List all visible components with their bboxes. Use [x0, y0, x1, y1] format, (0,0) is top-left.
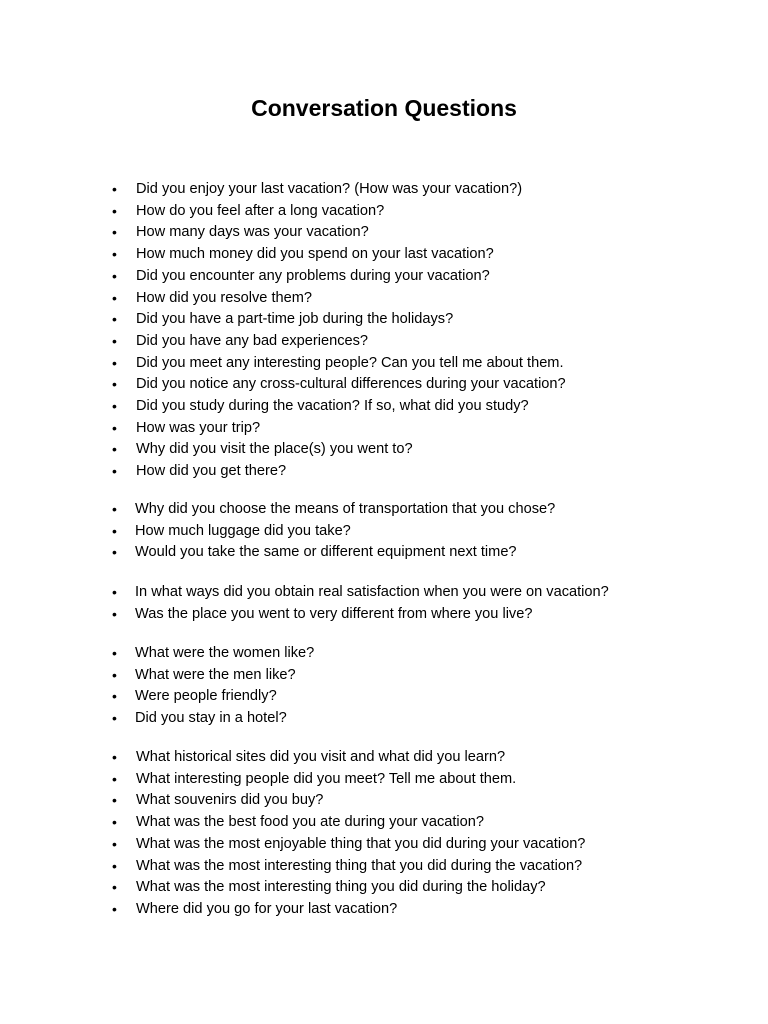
bullet-icon: • — [112, 749, 117, 765]
question-text: What interesting people did you meet? Tell me about them. — [136, 770, 517, 787]
bullet-icon: • — [112, 710, 117, 727]
question-text: What was the most interesting thing that you did during the vacation? — [136, 857, 583, 874]
bullet-icon: • — [112, 501, 117, 517]
bullet-icon: • — [112, 419, 117, 436]
question-text: What souvenirs did you buy? — [136, 792, 324, 809]
bullet-icon: • — [112, 224, 117, 241]
question-text: Did you meet any interesting people? Can you tell me about them. — [136, 354, 564, 371]
question-text: How did you get there? — [136, 463, 287, 480]
question-text: How many days was your vacation? — [136, 224, 369, 241]
bullet-icon: • — [112, 770, 117, 787]
question-text: How much luggage did you take? — [135, 522, 351, 539]
question-text: Did you encounter any problems during your vacation? — [136, 267, 490, 284]
question-text: How did you resolve them? — [136, 289, 313, 306]
bullet-icon: • — [112, 398, 117, 414]
bullet-icon: • — [112, 289, 117, 306]
bullet-icon: • — [112, 605, 117, 622]
question-text: How was your trip? — [136, 419, 261, 436]
bullet-icon: • — [112, 202, 117, 219]
question-text: How do you feel after a long vacation? — [136, 202, 385, 219]
question-text: Would you take the same or different equipment next time? — [135, 544, 517, 561]
question-text: In what ways did you obtain real satisfaction when you were on vacation? — [135, 584, 609, 600]
bullet-icon: • — [112, 814, 117, 831]
question-text: What was the best food you ate during your vacation? — [136, 814, 485, 831]
bullet-icon: • — [112, 181, 117, 197]
question-text: Did you notice any cross-cultural differences during your vacation? — [136, 376, 566, 393]
question-text: Where did you go for your last vacation? — [136, 900, 398, 917]
bullet-icon: • — [112, 900, 117, 917]
question-text: Did you have a part-time job during the holidays? — [136, 311, 454, 328]
bullet-icon: • — [112, 792, 117, 809]
bullet-icon: • — [112, 584, 117, 600]
question-text: Did you have any bad experiences? — [136, 332, 369, 349]
question-text: Why did you visit the place(s) you went to? — [136, 441, 413, 458]
bullet-icon: • — [112, 522, 117, 539]
bullet-icon: • — [112, 354, 117, 371]
question-text: What was the most interesting thing you did during the holiday? — [136, 879, 546, 896]
bullet-icon: • — [112, 835, 117, 852]
bullet-icon: • — [112, 666, 117, 683]
bullet-icon: • — [112, 311, 117, 328]
question-text: What was the most enjoyable thing that you did during your vacation? — [136, 835, 586, 852]
bullet-icon: • — [112, 267, 117, 284]
page-title: Conversation Questions — [251, 95, 517, 121]
bullet-icon: • — [112, 544, 117, 561]
question-text: What historical sites did you visit and what did you learn? — [136, 749, 506, 765]
bullet-icon: • — [112, 376, 117, 393]
question-text: Did you study during the vacation? If so, what did you study? — [136, 398, 529, 414]
bullet-icon: • — [112, 463, 117, 480]
question-text: Why did you choose the means of transportation that you chose? — [135, 501, 556, 517]
bullet-icon: • — [112, 441, 117, 458]
question-text: What were the women like? — [135, 645, 315, 661]
bullet-icon: • — [112, 688, 117, 705]
bullet-icon: • — [112, 857, 117, 874]
question-text: How much money did you spend on your last vacation? — [136, 246, 494, 263]
bullet-icon: • — [112, 332, 117, 349]
bullet-icon: • — [112, 246, 117, 263]
bullet-icon: • — [112, 879, 117, 896]
bullet-icon: • — [112, 645, 117, 661]
question-text: Did you stay in a hotel? — [135, 710, 287, 727]
question-text: Did you enjoy your last vacation? (How was your vacation?) — [136, 181, 523, 197]
question-text: Was the place you went to very different from where you live? — [135, 605, 533, 622]
question-text: Were people friendly? — [135, 688, 277, 705]
question-text: What were the men like? — [135, 666, 296, 683]
